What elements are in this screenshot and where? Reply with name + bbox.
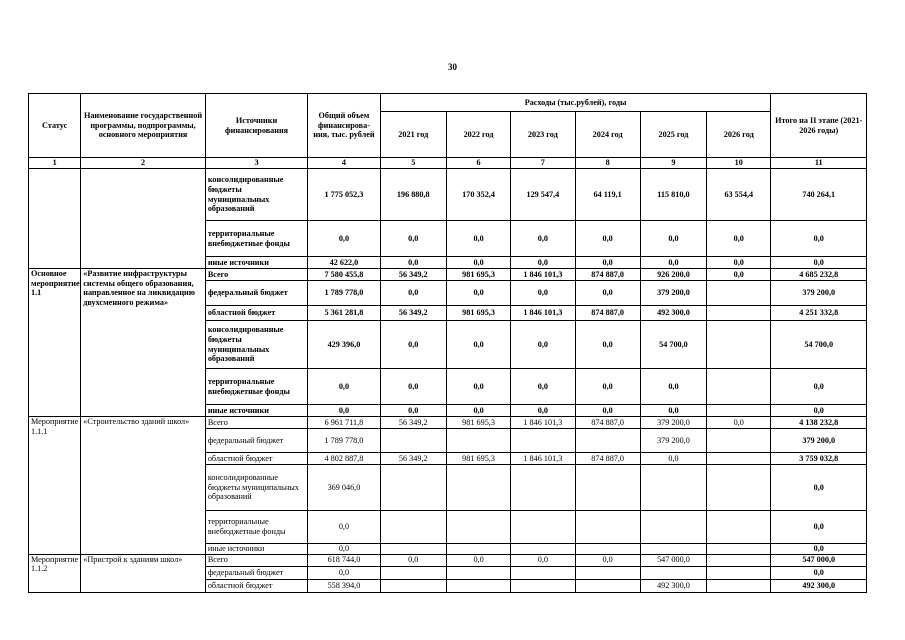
amount-cell: 0,0 <box>575 405 640 417</box>
amount-cell: 0,0 <box>446 369 510 405</box>
program-name-cell <box>81 169 206 269</box>
header-sources: Источники финансирования <box>205 94 307 158</box>
amount-cell: 56 349,2 <box>380 269 446 281</box>
amount-cell: 0,0 <box>511 369 575 405</box>
amount-cell: 1 846 101,3 <box>511 306 575 321</box>
amount-cell: 129 547,4 <box>511 169 575 221</box>
amount-cell <box>575 566 640 579</box>
amount-cell: 0,0 <box>380 321 446 369</box>
amount-cell: 54 700,0 <box>640 321 706 369</box>
amount-cell: 1 846 101,3 <box>511 453 575 465</box>
amount-cell: 0,0 <box>308 221 380 257</box>
amount-cell: 56 349,2 <box>380 453 446 465</box>
amount-cell: 379 200,0 <box>771 281 867 306</box>
amount-cell: 0,0 <box>640 405 706 417</box>
amount-cell: 0,0 <box>446 281 510 306</box>
amount-cell <box>707 544 771 555</box>
amount-cell: 4 251 332,8 <box>771 306 867 321</box>
funding-source-cell: консолидированные бюджеты муниципальных образований <box>205 169 307 221</box>
amount-cell: 0,0 <box>771 465 867 511</box>
amount-cell <box>707 566 771 579</box>
funding-source-cell: федеральный бюджет <box>205 281 307 306</box>
column-number: 5 <box>380 158 446 169</box>
funding-source-cell: иные источники <box>205 257 307 269</box>
amount-cell: 0,0 <box>575 554 640 566</box>
amount-cell: 0,0 <box>771 369 867 405</box>
amount-cell: 874 887,0 <box>575 269 640 281</box>
funding-source-cell: федеральный бюджет <box>205 566 307 579</box>
amount-cell: 874 887,0 <box>575 306 640 321</box>
amount-cell <box>575 579 640 592</box>
amount-cell: 981 695,3 <box>446 453 510 465</box>
amount-cell: 0,0 <box>771 405 867 417</box>
amount-cell <box>380 579 446 592</box>
amount-cell: 874 887,0 <box>575 453 640 465</box>
amount-cell <box>707 306 771 321</box>
column-number: 3 <box>205 158 307 169</box>
column-number: 10 <box>707 158 771 169</box>
amount-cell <box>707 405 771 417</box>
amount-cell <box>511 429 575 453</box>
amount-cell: 981 695,3 <box>446 417 510 429</box>
amount-cell: 56 349,2 <box>380 417 446 429</box>
column-number: 7 <box>511 158 575 169</box>
amount-cell: 0,0 <box>707 269 771 281</box>
amount-cell: 981 695,3 <box>446 269 510 281</box>
amount-cell: 4 138 232,8 <box>771 417 867 429</box>
amount-cell: 0,0 <box>446 257 510 269</box>
funding-source-cell: областной бюджет <box>205 579 307 592</box>
amount-cell: 379 200,0 <box>640 281 706 306</box>
column-number: 2 <box>81 158 206 169</box>
header-stage-total: Итого на II этапе (2021-2026 годы) <box>771 94 867 158</box>
header-year: 2021 год <box>380 112 446 158</box>
budget-table <box>28 93 867 593</box>
amount-cell: 0,0 <box>380 405 446 417</box>
amount-cell: 0,0 <box>511 554 575 566</box>
amount-cell: 492 300,0 <box>771 579 867 592</box>
amount-cell <box>707 369 771 405</box>
amount-cell <box>640 511 706 544</box>
amount-cell: 1 846 101,3 <box>511 269 575 281</box>
amount-cell <box>575 544 640 555</box>
page-number: 30 <box>448 62 457 72</box>
column-number: 11 <box>771 158 867 169</box>
amount-cell: 874 887,0 <box>575 417 640 429</box>
amount-cell: 0,0 <box>380 221 446 257</box>
table-row <box>29 269 867 281</box>
amount-cell <box>380 566 446 579</box>
column-number: 6 <box>446 158 510 169</box>
amount-cell: 0,0 <box>511 321 575 369</box>
amount-cell <box>575 465 640 511</box>
amount-cell: 3 759 032,8 <box>771 453 867 465</box>
amount-cell <box>575 429 640 453</box>
header-name: Наименование государственной программы, подпрограммы, основного мероприятия <box>81 94 206 158</box>
amount-cell: 492 300,0 <box>640 579 706 592</box>
amount-cell: 0,0 <box>575 321 640 369</box>
amount-cell: 0,0 <box>771 511 867 544</box>
amount-cell: 0,0 <box>707 417 771 429</box>
amount-cell: 740 264,1 <box>771 169 867 221</box>
amount-cell: 0,0 <box>446 554 510 566</box>
funding-source-cell: областной бюджет <box>205 306 307 321</box>
status-cell <box>29 169 81 269</box>
funding-source-cell: иные источники <box>205 405 307 417</box>
amount-cell: 0,0 <box>446 221 510 257</box>
amount-cell: 0,0 <box>707 221 771 257</box>
funding-source-cell: территориальные внебюджетные фонды <box>205 511 307 544</box>
amount-cell: 4 802 887,8 <box>308 453 380 465</box>
amount-cell <box>707 579 771 592</box>
amount-cell: 196 880,8 <box>380 169 446 221</box>
amount-cell <box>640 544 706 555</box>
table-row <box>29 554 867 566</box>
program-name-cell: «Развитие инфраструктуры системы общего образования, направленное на ликвидацию двухсменного режима» <box>81 269 206 417</box>
amount-cell <box>446 544 510 555</box>
amount-cell <box>511 465 575 511</box>
funding-source-cell: территориальные внебюджетные фонды <box>205 369 307 405</box>
amount-cell <box>380 465 446 511</box>
amount-cell: 0,0 <box>308 369 380 405</box>
amount-cell: 0,0 <box>575 221 640 257</box>
amount-cell: 618 744,0 <box>308 554 380 566</box>
amount-cell: 0,0 <box>640 221 706 257</box>
amount-cell <box>380 544 446 555</box>
amount-cell <box>707 511 771 544</box>
amount-cell: 0,0 <box>308 405 380 417</box>
amount-cell <box>446 579 510 592</box>
column-number: 4 <box>308 158 380 169</box>
amount-cell: 0,0 <box>380 257 446 269</box>
amount-cell: 64 119,1 <box>575 169 640 221</box>
status-cell: Основное мероприятие 1.1 <box>29 269 81 417</box>
amount-cell: 0,0 <box>308 566 380 579</box>
amount-cell: 558 394,0 <box>308 579 380 592</box>
header-year: 2023 год <box>511 112 575 158</box>
amount-cell: 0,0 <box>308 511 380 544</box>
amount-cell: 379 200,0 <box>640 417 706 429</box>
amount-cell: 0,0 <box>380 554 446 566</box>
amount-cell: 0,0 <box>380 369 446 405</box>
amount-cell: 170 352,4 <box>446 169 510 221</box>
amount-cell: 379 200,0 <box>771 429 867 453</box>
amount-cell <box>640 465 706 511</box>
amount-cell: 6 961 711,8 <box>308 417 380 429</box>
header-status: Статус <box>29 94 81 158</box>
column-number: 8 <box>575 158 640 169</box>
program-name-cell: «Пристрой к зданиям школ» <box>81 554 206 592</box>
amount-cell <box>446 566 510 579</box>
status-cell: Мероприятие 1.1.1 <box>29 417 81 555</box>
amount-cell <box>511 566 575 579</box>
amount-cell: 1 775 052,3 <box>308 169 380 221</box>
amount-cell: 0,0 <box>446 405 510 417</box>
funding-source-cell: федеральный бюджет <box>205 429 307 453</box>
amount-cell <box>575 511 640 544</box>
amount-cell: 547 000,0 <box>771 554 867 566</box>
amount-cell <box>707 453 771 465</box>
amount-cell <box>640 566 706 579</box>
amount-cell: 0,0 <box>575 369 640 405</box>
amount-cell: 0,0 <box>771 544 867 555</box>
amount-cell: 0,0 <box>575 281 640 306</box>
amount-cell: 0,0 <box>771 566 867 579</box>
table-row <box>29 169 867 221</box>
column-number: 1 <box>29 158 81 169</box>
amount-cell: 0,0 <box>640 453 706 465</box>
amount-cell: 0,0 <box>707 257 771 269</box>
header-total: Общий объем финансирова-ния, тыс. рублей <box>308 94 380 158</box>
header-row <box>29 94 867 112</box>
funding-source-cell: областной бюджет <box>205 453 307 465</box>
amount-cell: 1 846 101,3 <box>511 417 575 429</box>
amount-cell: 0,0 <box>640 369 706 405</box>
amount-cell <box>446 429 510 453</box>
amount-cell: 42 622,0 <box>308 257 380 269</box>
amount-cell: 492 300,0 <box>640 306 706 321</box>
funding-source-cell: Всего <box>205 554 307 566</box>
amount-cell: 4 685 232,8 <box>771 269 867 281</box>
amount-cell: 54 700,0 <box>771 321 867 369</box>
amount-cell: 0,0 <box>511 257 575 269</box>
amount-cell: 547 000,0 <box>640 554 706 566</box>
amount-cell <box>380 429 446 453</box>
amount-cell: 429 396,0 <box>308 321 380 369</box>
amount-cell <box>707 465 771 511</box>
amount-cell <box>446 465 510 511</box>
amount-cell <box>707 554 771 566</box>
amount-cell <box>511 579 575 592</box>
amount-cell: 56 349,2 <box>380 306 446 321</box>
amount-cell: 1 789 778,0 <box>308 281 380 306</box>
amount-cell: 63 554,4 <box>707 169 771 221</box>
amount-cell <box>511 544 575 555</box>
funding-source-cell: иные источники <box>205 544 307 555</box>
amount-cell: 0,0 <box>771 221 867 257</box>
amount-cell: 5 361 281,8 <box>308 306 380 321</box>
header-expenses: Расходы (тыс.рублей), годы <box>380 94 771 112</box>
amount-cell: 0,0 <box>446 321 510 369</box>
amount-cell <box>380 511 446 544</box>
amount-cell: 115 810,0 <box>640 169 706 221</box>
amount-cell: 0,0 <box>511 405 575 417</box>
amount-cell: 369 046,0 <box>308 465 380 511</box>
column-number: 9 <box>640 158 706 169</box>
header-year: 2026 год <box>707 112 771 158</box>
funding-source-cell: Всего <box>205 417 307 429</box>
header-year: 2024 год <box>575 112 640 158</box>
amount-cell: 7 580 455,8 <box>308 269 380 281</box>
amount-cell <box>511 511 575 544</box>
amount-cell: 981 695,3 <box>446 306 510 321</box>
amount-cell <box>707 281 771 306</box>
table-row <box>29 417 867 429</box>
amount-cell: 379 200,0 <box>640 429 706 453</box>
amount-cell: 1 789 778,0 <box>308 429 380 453</box>
amount-cell: 926 200,0 <box>640 269 706 281</box>
funding-source-cell: консолидированные бюджеты муниципальных образований <box>205 465 307 511</box>
status-cell: Мероприятие 1.1.2 <box>29 554 81 592</box>
amount-cell: 0,0 <box>511 221 575 257</box>
amount-cell: 0,0 <box>575 257 640 269</box>
amount-cell: 0,0 <box>640 257 706 269</box>
amount-cell <box>707 321 771 369</box>
amount-cell: 0,0 <box>771 257 867 269</box>
amount-cell: 0,0 <box>308 544 380 555</box>
amount-cell: 0,0 <box>380 281 446 306</box>
program-name-cell: «Строительство зданий школ» <box>81 417 206 555</box>
funding-source-cell: консолидированные бюджеты муниципальных образований <box>205 321 307 369</box>
funding-source-cell: Всего <box>205 269 307 281</box>
header-year: 2022 год <box>446 112 510 158</box>
header-year: 2025 год <box>640 112 706 158</box>
column-numbers-row <box>29 158 867 169</box>
amount-cell <box>446 511 510 544</box>
amount-cell: 0,0 <box>511 281 575 306</box>
funding-source-cell: территориальные внебюджетные фонды <box>205 221 307 257</box>
amount-cell <box>707 429 771 453</box>
